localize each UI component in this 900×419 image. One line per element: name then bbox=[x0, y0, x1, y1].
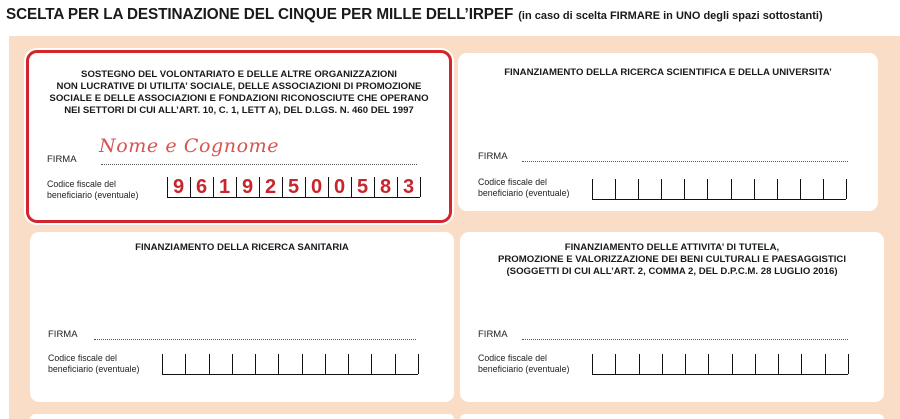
codice-fiscale-digit: 2 bbox=[264, 176, 277, 198]
codice-fiscale-divider bbox=[777, 179, 778, 199]
firma-label: FIRMA bbox=[48, 329, 78, 340]
codice-fiscale-divider bbox=[778, 354, 779, 374]
codice-fiscale-divider bbox=[801, 354, 802, 374]
box-ricerca-sanitaria[interactable] bbox=[30, 232, 454, 402]
codice-label: Codice fiscale del beneficiario (eventuale) bbox=[47, 179, 139, 200]
codice-fiscale-divider bbox=[418, 354, 419, 374]
firma-label: FIRMA bbox=[478, 329, 508, 340]
codice-fiscale-divider bbox=[800, 179, 801, 199]
codice-fiscale-divider bbox=[732, 354, 733, 374]
codice-fiscale-digit: 1 bbox=[218, 176, 231, 198]
next-box-edge-left bbox=[30, 414, 454, 419]
codice-fiscale-divider bbox=[661, 179, 662, 199]
codice-fiscale-divider bbox=[615, 179, 616, 199]
codice-fiscale-digit: 6 bbox=[195, 176, 208, 198]
codice-label: Codice fiscale del beneficiario (eventuale) bbox=[478, 353, 570, 374]
codice-fiscale-divider bbox=[708, 354, 709, 374]
box-ricerca-sanitaria-heading: FINANZIAMENTO DELLA RICERCA SANITARIA bbox=[135, 242, 349, 253]
firma-label: FIRMA bbox=[47, 154, 77, 165]
box-beni-culturali[interactable] bbox=[460, 232, 884, 402]
codice-fiscale-field[interactable] bbox=[167, 177, 420, 198]
codice-fiscale-divider bbox=[684, 179, 685, 199]
codice-fiscale-divider bbox=[302, 354, 303, 374]
firma-label: FIRMA bbox=[478, 151, 508, 162]
codice-fiscale-divider bbox=[707, 179, 708, 199]
codice-fiscale-divider bbox=[420, 177, 421, 197]
page-title bbox=[6, 6, 896, 24]
codice-fiscale-digit: 3 bbox=[402, 176, 415, 198]
codice-fiscale-divider bbox=[371, 354, 372, 374]
firma-line[interactable] bbox=[522, 161, 848, 162]
firma-line[interactable] bbox=[522, 339, 848, 340]
codice-fiscale-divider bbox=[754, 179, 755, 199]
codice-fiscale-divider bbox=[395, 354, 396, 374]
codice-fiscale-divider bbox=[209, 354, 210, 374]
box-ricerca-scientifica-heading: FINANZIAMENTO DELLA RICERCA SCIENTIFICA E DELLA UNIVERSITA’ bbox=[504, 67, 832, 78]
codice-fiscale-digit: 0 bbox=[333, 176, 346, 198]
codice-fiscale-divider bbox=[825, 354, 826, 374]
codice-fiscale-field[interactable] bbox=[592, 354, 848, 375]
box-beni-culturali-heading: FINANZIAMENTO DELLE ATTIVITA’ DI TUTELA, PROMOZIONE E VALORIZZAZIONE DEI BENI CULTURALI E PAESAGGISTICI (SOGGETTI DI CUI ALL’ART. 2, COMMA 2, DEL D.P.C.M. 28 LUGLIO 2016) bbox=[497, 242, 847, 277]
codice-fiscale-divider bbox=[731, 179, 732, 199]
box-volontariato[interactable] bbox=[26, 50, 452, 223]
codice-fiscale-divider bbox=[162, 354, 163, 374]
codice-fiscale-digit: 0 bbox=[310, 176, 323, 198]
box-volontariato-heading: SOSTEGNO DEL VOLONTARIATO E DELLE ALTRE ORGANIZZAZIONI NON LUCRATIVE DI UTILITA’ SOCIALE, DELLE ASSOCIAZIONI DI PROMOZIONE SOCIALE E DELLE ASSOCIAZIONI E FONDAZIONI RICONOSCIUTE CHE OPERANO NEI SETTORI DI CUI ALL’ART. 10, C. 1, LETT A), DEL D.LGS. N. 460 DEL 1997 bbox=[49, 69, 429, 116]
codice-fiscale-divider bbox=[348, 354, 349, 374]
firma-line[interactable] bbox=[101, 164, 417, 165]
next-box-edge-right bbox=[460, 414, 884, 419]
codice-fiscale-divider bbox=[848, 354, 849, 374]
codice-fiscale-divider bbox=[592, 179, 593, 199]
codice-fiscale-field[interactable] bbox=[592, 179, 846, 200]
codice-fiscale-divider bbox=[325, 354, 326, 374]
codice-fiscale-digit: 8 bbox=[379, 176, 392, 198]
codice-fiscale-divider bbox=[639, 354, 640, 374]
codice-label: Codice fiscale del beneficiario (eventuale) bbox=[478, 177, 570, 198]
codice-fiscale-digit: 9 bbox=[241, 176, 254, 198]
codice-fiscale-digit: 5 bbox=[356, 176, 369, 198]
codice-fiscale-divider bbox=[755, 354, 756, 374]
codice-fiscale-field[interactable] bbox=[162, 354, 418, 375]
codice-fiscale-divider bbox=[255, 354, 256, 374]
codice-fiscale-divider bbox=[685, 354, 686, 374]
firma-line[interactable] bbox=[94, 339, 416, 340]
codice-fiscale-divider bbox=[846, 179, 847, 199]
signature-text: Nome e Cognome bbox=[99, 135, 280, 157]
codice-fiscale-digit: 5 bbox=[287, 176, 300, 198]
codice-label: Codice fiscale del beneficiario (eventuale) bbox=[48, 353, 140, 374]
codice-fiscale-divider bbox=[232, 354, 233, 374]
codice-fiscale-divider bbox=[278, 354, 279, 374]
codice-fiscale-divider bbox=[185, 354, 186, 374]
codice-fiscale-divider bbox=[615, 354, 616, 374]
box-ricerca-scientifica[interactable] bbox=[458, 53, 878, 211]
page-title-main: SCELTA PER LA DESTINAZIONE DEL CINQUE PER MILLE DELL’IRPEF bbox=[6, 6, 514, 23]
codice-fiscale-divider bbox=[823, 179, 824, 199]
codice-fiscale-divider bbox=[638, 179, 639, 199]
codice-fiscale-divider bbox=[662, 354, 663, 374]
codice-fiscale-digit: 9 bbox=[172, 176, 185, 198]
page-title-note: (in caso di scelta FIRMARE in UNO degli spazi sottostanti) bbox=[518, 10, 823, 22]
codice-fiscale-divider bbox=[592, 354, 593, 374]
